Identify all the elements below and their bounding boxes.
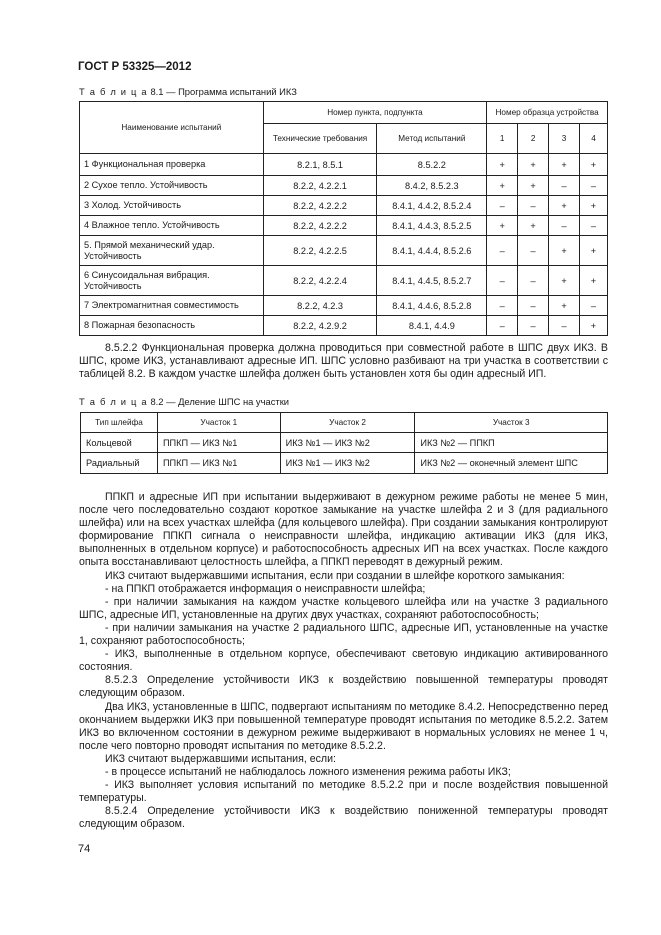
method: 8.4.1, 4.4.2, 8.5.2.4 <box>377 196 487 216</box>
loop-type: Радиальный <box>81 453 158 474</box>
document-header: ГОСТ Р 53325—2012 <box>78 61 192 73</box>
sample-cell: – <box>549 176 580 196</box>
paragraph: Два ИКЗ, установленные в ШПС, подвергают испытаниям по методике 8.4.2. Непосредственно перед окончанием выдержки ИКЗ при повышенной температуре проводят испытания по методике 8.5.2.2. Затем ИКЗ во включенном состоянии в дежурном режиме выдерживают в нормальных условиях не менее 1 ч, после чего повторно проводят испытания по методике 8.5.2.2. <box>79 700 608 752</box>
col-method: Метод испытаний <box>377 124 487 154</box>
page-number: 74 <box>78 843 91 855</box>
section-cell: ИКЗ №2 — оконечный элемент ШПС <box>415 453 608 474</box>
loop-division-table <box>80 412 608 474</box>
sample-cell: + <box>549 196 580 216</box>
paragraph: ППКП и адресные ИП при испытании выдерживают в дежурном режиме работы не менее 5 мин, после чего последовательно создают короткое замыкание на участке шлейфа 2 и 3 (для радиального шлейфа) или на всех участках шлейфа (для кольцевого шлейфа). При создании замыкания контролируют формирование ППКП сигнала о неисправности шлейфа, индикацию активации ИКЗ (для ИКЗ, выполненных в отдельном корпусе) и работоспособность адресных ИП на всех участках. После каждого опыта восстанавливают целостность шлейфа, а ППКП переводят в дежурный режим. <box>79 491 608 569</box>
list-item: - ИКЗ выполняет условия испытаний по методике 8.5.2.2 при и после воздействия повышенной температуры. <box>79 779 608 805</box>
paragraph: 8.5.2.3 Определение устойчивости ИКЗ к воздействию повышенной температуры проводят следующим образом. <box>79 674 608 700</box>
method: 8.4.1, 4.4.5, 8.5.2.7 <box>377 266 487 296</box>
test-name: 6 Синусоидальная вибрация. Устойчивость <box>80 266 264 296</box>
test-name: 8 Пожарная безопасность <box>80 316 264 336</box>
col-section-2: Участок 2 <box>280 413 415 433</box>
col-sample-3: 3 <box>549 124 580 154</box>
paragraph: ИКЗ считают выдержавшими испытания, если: <box>105 752 336 765</box>
section-8522 <box>79 342 608 381</box>
tech-req: 8.2.2, 4.2.9.2 <box>263 316 377 336</box>
sample-cell: – <box>579 296 607 316</box>
table2-caption-text: 8.2 — Деление ШПС на участки <box>147 396 290 407</box>
table2-caption-prefix: Т а б л и ц а <box>79 396 148 407</box>
table1-caption-text: 8.1 — Программа испытаний ИКЗ <box>147 86 297 97</box>
table-row <box>80 316 608 336</box>
sample-cell: + <box>518 176 549 196</box>
list-item: - в процессе испытаний не наблюдалось ложного изменения режима работы ИКЗ; <box>105 765 511 778</box>
table-row <box>80 154 608 176</box>
method: 8.4.1, 4.4.4, 8.5.2.6 <box>377 236 487 266</box>
col-sample-1: 1 <box>487 124 518 154</box>
sample-cell: – <box>518 236 549 266</box>
sample-cell: + <box>579 154 607 176</box>
sample-cell: + <box>579 266 607 296</box>
sample-cell: + <box>579 196 607 216</box>
method: 8.5.2.2 <box>377 154 487 176</box>
paragraph: 8.5.2.2 Функциональная проверка должна проводиться при совместной работе в ШПС двух ИКЗ. В ШПС, кроме ИКЗ, устанавливают адресные ИП. ШПС условно разбивают на три участка в соответствии с таблицей 8.2. В каждом участке шлейфа должен быть установлен хотя бы один адресный ИП. <box>79 342 608 381</box>
method: 8.4.1, 4.4.3, 8.5.2.5 <box>377 216 487 236</box>
sample-cell: – <box>549 316 580 336</box>
sample-cell: – <box>518 316 549 336</box>
col-loop-type: Тип шлейфа <box>81 413 158 433</box>
table-row <box>81 453 608 474</box>
test-program-table <box>79 101 608 336</box>
col-group-sample: Номер образца устройства <box>487 102 608 124</box>
col-sample-2: 2 <box>518 124 549 154</box>
sample-cell: + <box>549 236 580 266</box>
table1-caption-prefix: Т а б л и ц а <box>79 86 148 97</box>
sample-cell: – <box>549 216 580 236</box>
sample-cell: + <box>549 154 580 176</box>
tech-req: 8.2.2, 4.2.2.4 <box>263 266 377 296</box>
table-row <box>81 433 608 453</box>
sample-cell: + <box>518 154 549 176</box>
table-row <box>80 296 608 316</box>
col-section-3: Участок 3 <box>415 413 608 433</box>
sample-cell: – <box>487 196 518 216</box>
sample-cell: – <box>487 236 518 266</box>
test-name: 4 Влажное тепло. Устойчивость <box>80 216 264 236</box>
sample-cell: – <box>487 316 518 336</box>
paragraph: 8.5.2.4 Определение устойчивости ИКЗ к воздействию пониженной температуры проводят следующим образом. <box>79 805 608 831</box>
sample-cell: – <box>518 196 549 216</box>
col-group-clause: Номер пункта, подпункта <box>263 102 487 124</box>
tech-req: 8.2.2, 4.2.2.2 <box>263 196 377 216</box>
test-name: 7 Электромагнитная совместимость <box>80 296 264 316</box>
test-name: 3 Холод. Устойчивость <box>80 196 264 216</box>
sample-cell: – <box>579 176 607 196</box>
table-row <box>80 216 608 236</box>
method: 8.4.1, 4.4.6, 8.5.2.8 <box>377 296 487 316</box>
sample-cell: – <box>487 296 518 316</box>
loop-type: Кольцевой <box>81 433 158 453</box>
sample-cell: + <box>487 216 518 236</box>
col-tech-req: Технические требования <box>263 124 377 154</box>
table-row <box>80 236 608 266</box>
sample-cell: + <box>579 316 607 336</box>
table-row <box>80 196 608 216</box>
paragraph: ИКЗ считают выдержавшими испытания, если при создании в шлейфе короткого замыкания: <box>105 569 565 582</box>
section-cell: ИКЗ №2 — ППКП <box>415 433 608 453</box>
method: 8.4.2, 8.5.2.3 <box>377 176 487 196</box>
section-cell: ППКП — ИКЗ №1 <box>157 453 280 474</box>
section-cell: ИКЗ №1 — ИКЗ №2 <box>280 453 415 474</box>
sample-cell: + <box>549 266 580 296</box>
list-item: - при наличии замыкания на участке 2 радиального ШПС, адресные ИП, установленные на участке 1, сохраняют работоспособность; <box>79 621 608 648</box>
test-name: 5. Прямой механический удар. Устойчивость <box>80 236 264 266</box>
list-item: - при наличии замыкания на каждом участке кольцевого шлейфа или на участке 3 радиального ШПС, адресные ИП, установленные на других двух участках, сохраняют работоспособность; <box>79 595 608 621</box>
tech-req: 8.2.2, 4.2.2.5 <box>263 236 377 266</box>
sample-cell: – <box>487 266 518 296</box>
section-cell: ППКП — ИКЗ №1 <box>157 433 280 453</box>
list-item: - на ППКП отображается информация о неисправности шлейфа; <box>105 582 426 595</box>
sample-cell: + <box>487 154 518 176</box>
table-row <box>80 176 608 196</box>
sample-cell: – <box>579 216 607 236</box>
body-text <box>79 491 608 831</box>
tech-req: 8.2.2, 4.2.3 <box>263 296 377 316</box>
col-section-1: Участок 1 <box>157 413 280 433</box>
sample-cell: + <box>549 296 580 316</box>
sample-cell: + <box>487 176 518 196</box>
tech-req: 8.2.1, 8.5.1 <box>263 154 377 176</box>
col-test-name: Наименование испытаний <box>80 102 264 154</box>
table2-caption <box>79 396 289 407</box>
method: 8.4.1, 4.4.9 <box>377 316 487 336</box>
section-cell: ИКЗ №1 — ИКЗ №2 <box>280 433 415 453</box>
table1-caption <box>79 86 297 97</box>
sample-cell: – <box>518 266 549 296</box>
test-name: 2 Сухое тепло. Устойчивость <box>80 176 264 196</box>
test-name: 1 Функциональная проверка <box>80 154 264 176</box>
list-item: - ИКЗ, выполненные в отдельном корпусе, обеспечивают световую индикацию активированного состояния. <box>79 648 608 674</box>
sample-cell: – <box>518 296 549 316</box>
col-sample-4: 4 <box>579 124 607 154</box>
tech-req: 8.2.2, 4.2.2.1 <box>263 176 377 196</box>
table-row <box>80 266 608 296</box>
sample-cell: + <box>579 236 607 266</box>
tech-req: 8.2.2, 4.2.2.2 <box>263 216 377 236</box>
sample-cell: + <box>518 216 549 236</box>
